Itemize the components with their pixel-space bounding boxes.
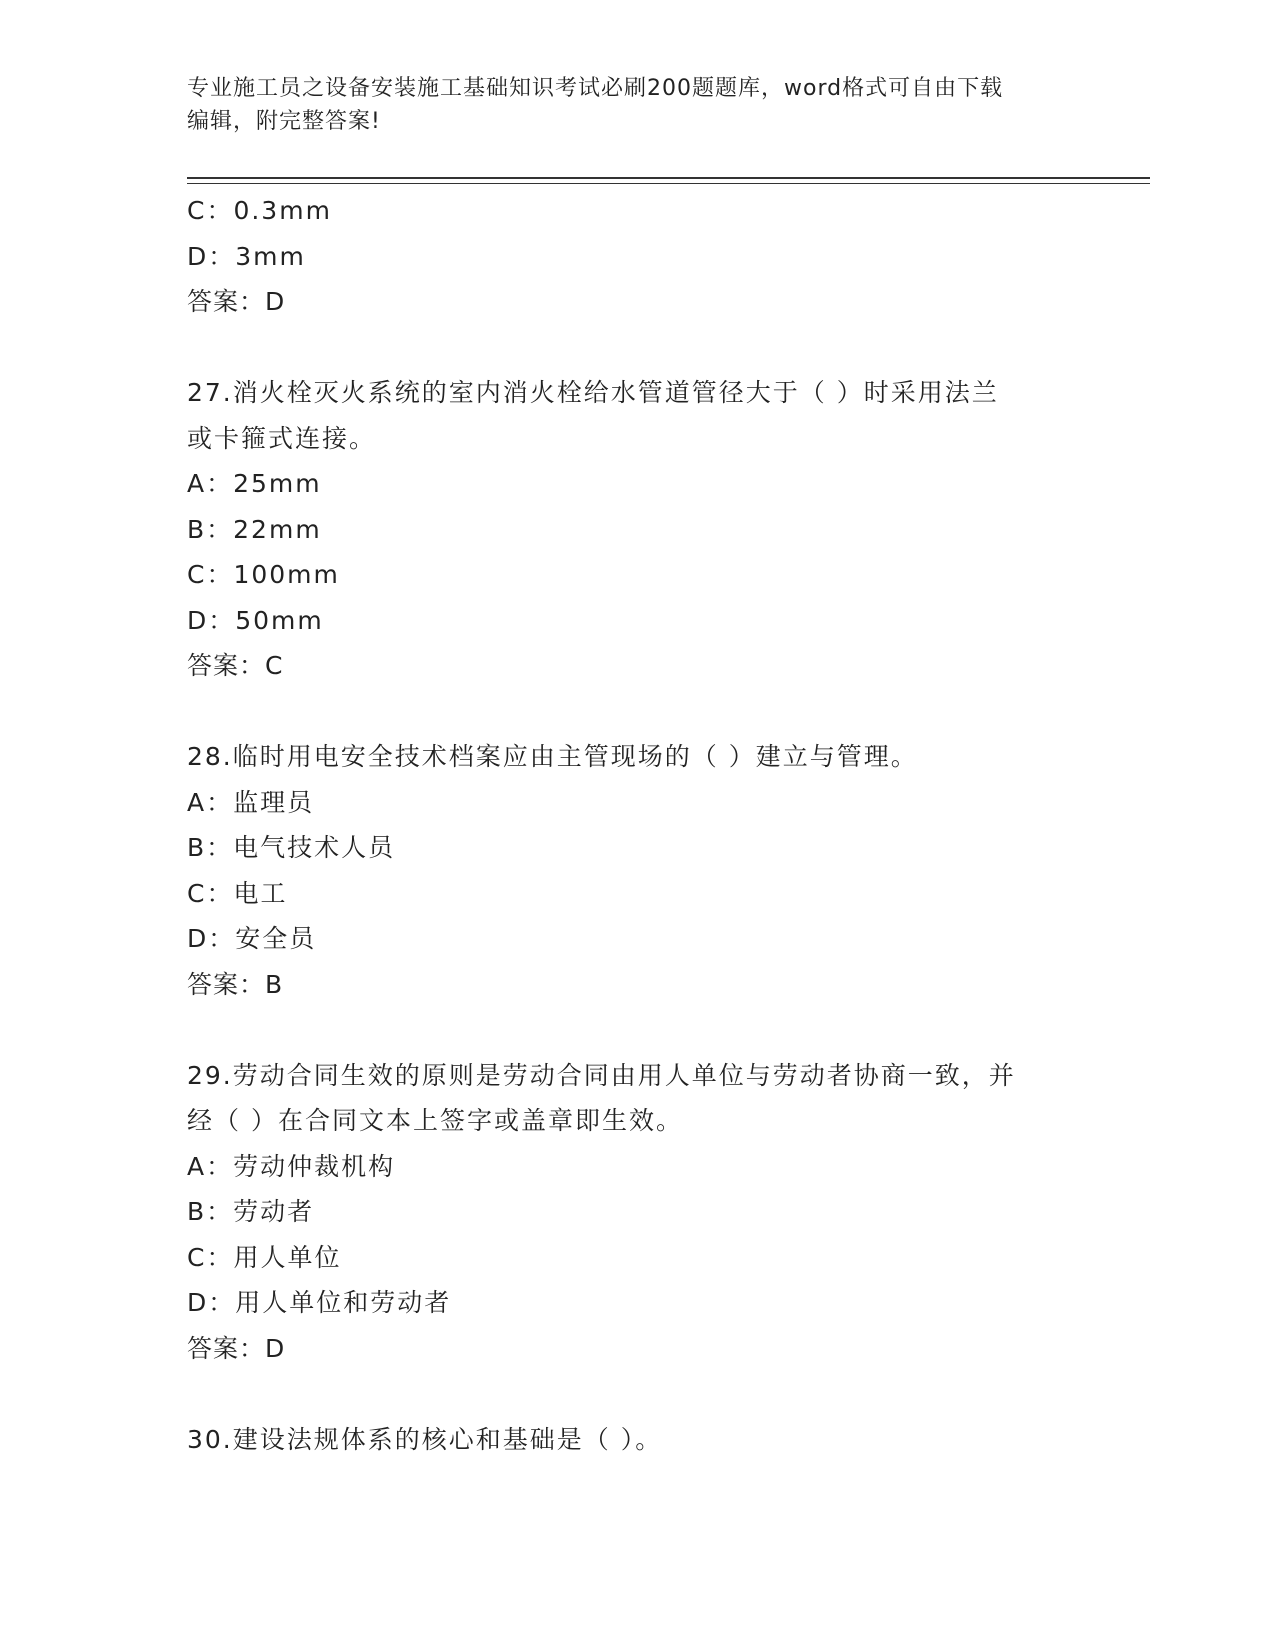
option-d: D：3mm	[187, 241, 306, 271]
question-list	[187, 188, 1087, 1462]
option-d: D：用人单位和劳动者	[187, 1288, 452, 1317]
question-text-continued: 或卡箍式连接。	[187, 423, 377, 453]
spacer	[187, 325, 1087, 371]
question-26-tail	[187, 188, 1087, 325]
header-title-line-2: 编辑，附完整答案!	[187, 109, 381, 134]
option-a: A：25mm	[187, 469, 322, 498]
question-30	[187, 1417, 1087, 1463]
question-28	[187, 734, 1087, 1007]
option-b: B：22mm	[187, 514, 322, 544]
question-text-continued: 经（ ）在合同文本上签字或盖章即生效。	[187, 1106, 683, 1135]
answer: 答案：D	[187, 287, 286, 316]
option-d: D：50mm	[187, 605, 324, 635]
header-divider-thick	[187, 177, 1150, 179]
option-c: C：用人单位	[187, 1242, 342, 1272]
document-header	[187, 72, 1067, 138]
question-text: 30.建设法规体系的核心和基础是（ ）。	[187, 1424, 663, 1454]
spacer	[187, 1371, 1087, 1417]
question-27	[187, 370, 1087, 689]
question-text: 27.消火栓灭火系统的室内消火栓给水管道管径大于（ ）时采用法兰	[187, 378, 999, 407]
option-a: A：监理员	[187, 787, 315, 817]
question-text: 28.临时用电安全技术档案应由主管现场的（ ）建立与管理。	[187, 742, 918, 771]
option-a: A：劳动仲裁机构	[187, 1151, 396, 1181]
option-c: C：0.3mm	[187, 196, 332, 225]
answer: 答案：B	[187, 969, 284, 999]
option-c: C：100mm	[187, 560, 340, 589]
answer: 答案：C	[187, 651, 284, 680]
question-text: 29.劳动合同生效的原则是劳动合同由用人单位与劳动者协商一致，并	[187, 1060, 1016, 1090]
option-b: B：电气技术人员	[187, 833, 396, 862]
question-29	[187, 1053, 1087, 1372]
header-divider-thin	[187, 183, 1150, 184]
spacer	[187, 1007, 1087, 1053]
spacer	[187, 689, 1087, 735]
answer: 答案：D	[187, 1333, 286, 1363]
option-b: B：劳动者	[187, 1197, 315, 1226]
option-d: D：安全员	[187, 924, 317, 953]
header-title-line-1: 专业施工员之设备安装施工基础知识考试必刷200题题库，word格式可自由下载	[187, 76, 1004, 101]
option-c: C：电工	[187, 878, 288, 908]
